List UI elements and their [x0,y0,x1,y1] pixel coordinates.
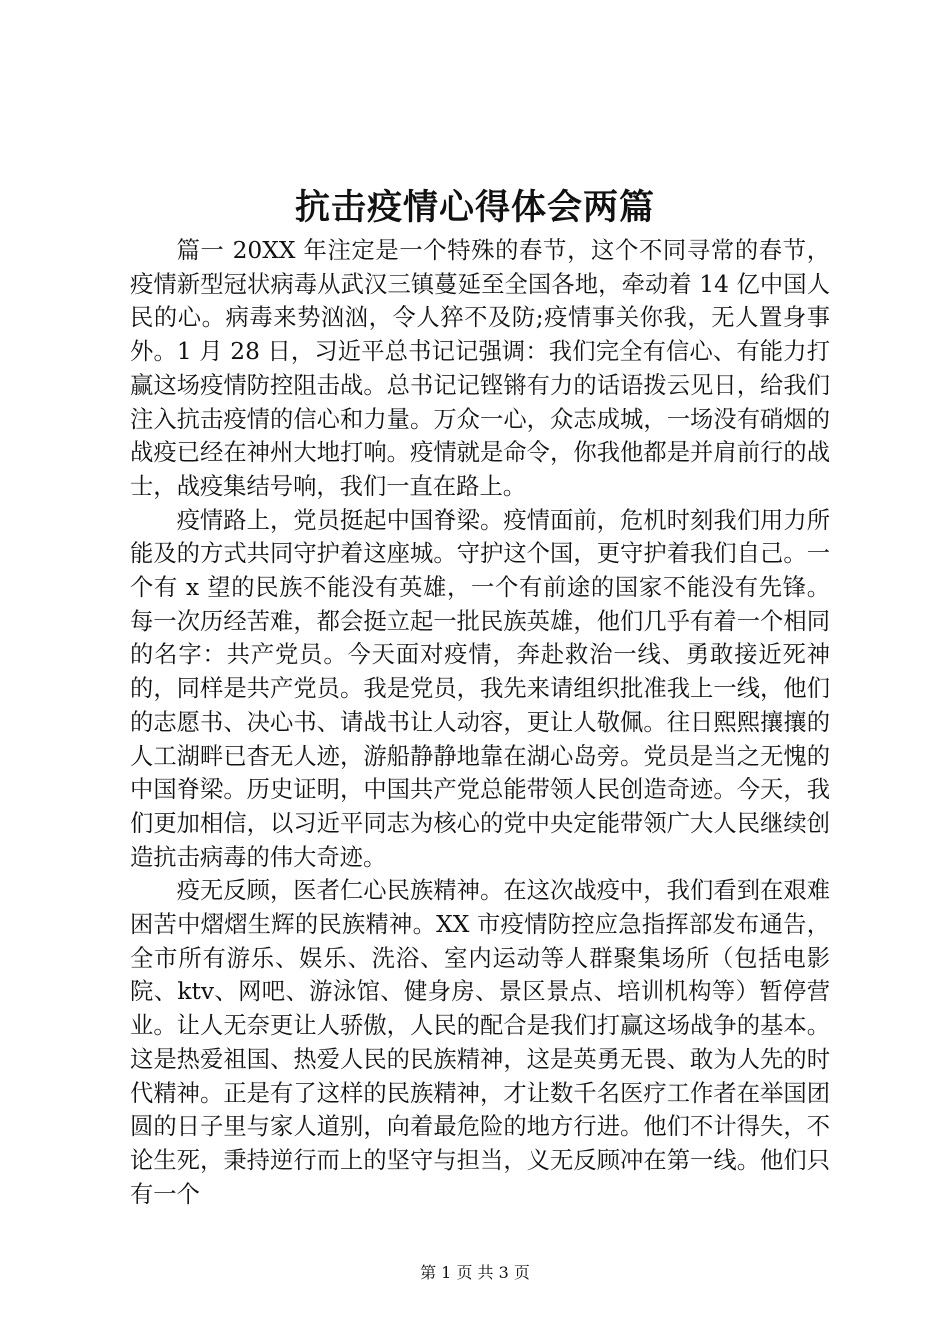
paragraph-3: 疫无反顾，医者仁心民族精神。在这次战疫中，我们看到在艰难困苦中熠熠生辉的民族精神。XX 市疫情防控应急指挥部发布通告，全市所有游乐、娱乐、洗浴、室内运动等人群聚集场所（包括电影院、ktv、网吧、游泳馆、健身房、景区景点、培训机构等）暂停营业。让人无奈更让人骄傲，人民的配合是我们打赢这场战争的基本。这是热爱祖国、热爱人民的民族精神，这是英勇无畏、敢为人先的时代精神。正是有了这样的民族精神，才让数千名医疗工作者在举国团圆的日子里与家人道别，向着最危险的地方行进。他们不计得失，不论生死，秉持逆行而上的坚守与担当，义无反顾冲在第一线。他们只有一个 [130,877,830,1208]
paragraph-1: 篇一 20XX 年注定是一个特殊的春节，这个不同寻常的春节，疫情新型冠状病毒从武汉三镇蔓延至全国各地，牵动着 14 亿中国人民的心。病毒来势汹汹，令人猝不及防;疫情事关你我，无人置身事外。1 月 28 日，习近平总书记记强调：我们完全有信心、有能力打赢这场疫情防控阻击战。总书记记铿锵有力的话语拨云见日，给我们注入抗击疫情的信心和力量。万众一心，众志成城，一场没有硝烟的战疫已经在神州大地打响。疫情就是命令，你我他都是并肩前行的战士，战疫集结号响，我们一直在路上。 [130,237,830,500]
document-body [130,234,830,1211]
page-footer: 第 1 页 共 3 页 [420,1263,530,1282]
page-title: 抗击疫情心得体会两篇 [294,187,655,228]
paragraph-2: 疫情路上，党员挺起中国脊梁。疫情面前，危机时刻我们用力所能及的方式共同守护着这座城。守护这个国，更守护着我们自己。一个有 x 望的民族不能没有英雄，一个有前途的国家不能没有先锋。每一次历经苦难，都会挺立起一批民族英雄，他们几乎有着一个相同的名字：共产党员。今天面对疫情，奔赴救治一线、勇敢接近死神的，同样是共产党员。我是党员，我先来请组织批准我上一线，他们的志愿书、决心书、请战书让人动容，更让人敬佩。往日熙熙攘攘的人工湖畔已杳无人迹，游船静静地靠在湖心岛旁。党员是当之无愧的中国脊梁。历史证明，中国共产党总能带领人民创造奇迹。今天，我们更加相信，以习近平同志为核心的党中央定能带领广大人民继续创造抗击病毒的伟大奇迹。 [130,506,830,871]
